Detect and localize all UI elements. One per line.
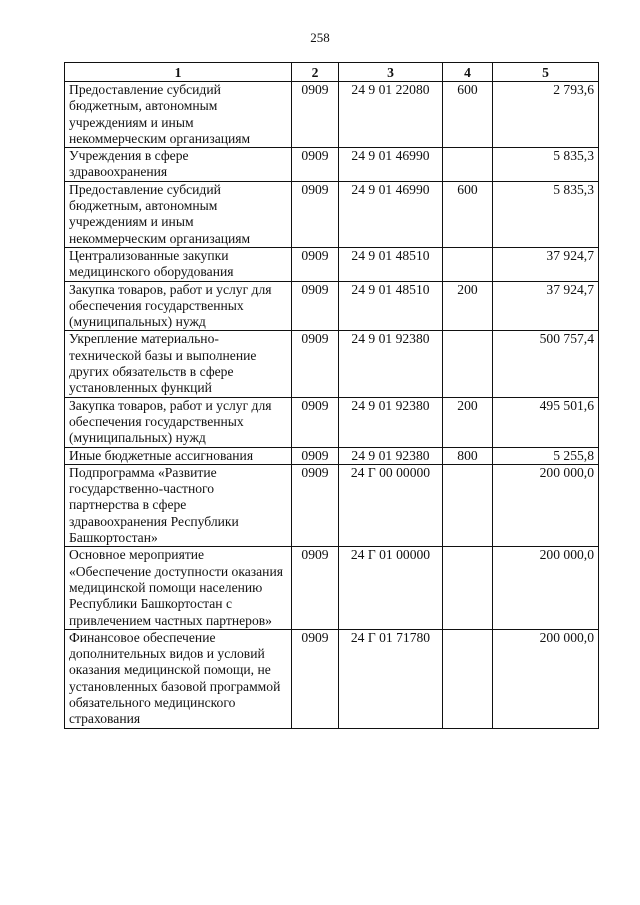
- cell-amount: 200 000,0: [493, 547, 599, 629]
- cell-expense: 800: [443, 447, 493, 464]
- cell-amount: 500 757,4: [493, 331, 599, 397]
- cell-section: 0909: [292, 547, 339, 629]
- cell-section: 0909: [292, 82, 339, 148]
- cell-code: 24 9 01 46990: [339, 148, 443, 182]
- table-row: [65, 397, 599, 447]
- cell-name: Централизованные закупки медицинского оборудования: [65, 247, 292, 281]
- cell-expense: 600: [443, 181, 493, 247]
- cell-code: 24 9 01 92380: [339, 397, 443, 447]
- cell-expense: 600: [443, 82, 493, 148]
- table-row: [65, 464, 599, 546]
- cell-code: 24 Г 00 00000: [339, 464, 443, 546]
- cell-section: 0909: [292, 281, 339, 331]
- budget-table: [64, 62, 599, 729]
- cell-amount: 37 924,7: [493, 247, 599, 281]
- cell-expense: [443, 331, 493, 397]
- cell-section: 0909: [292, 331, 339, 397]
- cell-expense: 200: [443, 397, 493, 447]
- table-row: [65, 281, 599, 331]
- header-cell-section: 2: [292, 63, 339, 82]
- cell-amount: 5 255,8: [493, 447, 599, 464]
- cell-expense: [443, 629, 493, 728]
- cell-code: 24 9 01 46990: [339, 181, 443, 247]
- cell-name: Подпрограмма «Развитие государственно-частного партнерства в сфере здравоохранения Республики Башкортостан»: [65, 464, 292, 546]
- page-number: 258: [310, 30, 330, 45]
- cell-amount: 200 000,0: [493, 629, 599, 728]
- cell-code: 24 9 01 92380: [339, 331, 443, 397]
- header-cell-name: 1: [65, 63, 292, 82]
- cell-expense: [443, 547, 493, 629]
- cell-section: 0909: [292, 397, 339, 447]
- table-row: [65, 82, 599, 148]
- table-body: [65, 82, 599, 729]
- cell-code: 24 9 01 48510: [339, 247, 443, 281]
- cell-section: 0909: [292, 247, 339, 281]
- cell-amount: 37 924,7: [493, 281, 599, 331]
- cell-name: Финансовое обеспечение дополнительных видов и условий оказания медицинской помощи, не установленных базовой программой обязательного медицинского страхования: [65, 629, 292, 728]
- cell-section: 0909: [292, 181, 339, 247]
- cell-name: Основное мероприятие «Обеспечение доступности оказания медицинской помощи населению Республики Башкортостан с привлечением частных партнеров»: [65, 547, 292, 629]
- header-cell-expense: 4: [443, 63, 493, 82]
- header-cell-amount: 5: [493, 63, 599, 82]
- table-row: [65, 547, 599, 629]
- cell-code: 24 9 01 48510: [339, 281, 443, 331]
- header-cell-code: 3: [339, 63, 443, 82]
- header-row: [65, 63, 599, 82]
- cell-code: 24 9 01 22080: [339, 82, 443, 148]
- cell-section: 0909: [292, 148, 339, 182]
- cell-section: 0909: [292, 447, 339, 464]
- cell-name: Иные бюджетные ассигнования: [65, 447, 292, 464]
- cell-expense: [443, 464, 493, 546]
- table-row: [65, 629, 599, 728]
- cell-expense: [443, 148, 493, 182]
- cell-amount: 495 501,6: [493, 397, 599, 447]
- cell-code: 24 Г 01 00000: [339, 547, 443, 629]
- table-row: [65, 247, 599, 281]
- cell-code: 24 9 01 92380: [339, 447, 443, 464]
- cell-amount: 5 835,3: [493, 148, 599, 182]
- cell-name: Предоставление субсидий бюджетным, автономным учреждениям и иным некоммерческим организациям: [65, 181, 292, 247]
- cell-name: Закупка товаров, работ и услуг для обеспечения государственных (муниципальных) нужд: [65, 281, 292, 331]
- cell-section: 0909: [292, 464, 339, 546]
- cell-amount: 200 000,0: [493, 464, 599, 546]
- cell-expense: [443, 247, 493, 281]
- cell-expense: 200: [443, 281, 493, 331]
- cell-section: 0909: [292, 629, 339, 728]
- cell-name: Предоставление субсидий бюджетным, автономным учреждениям и иным некоммерческим организациям: [65, 82, 292, 148]
- table-row: [65, 181, 599, 247]
- cell-name: Учреждения в сфере здравоохранения: [65, 148, 292, 182]
- table-row: [65, 447, 599, 464]
- table-row: [65, 331, 599, 397]
- cell-amount: 2 793,6: [493, 82, 599, 148]
- cell-amount: 5 835,3: [493, 181, 599, 247]
- cell-name: Закупка товаров, работ и услуг для обеспечения государственных (муниципальных) нужд: [65, 397, 292, 447]
- cell-name: Укрепление материально-технической базы и выполнение других обязательств в сфере установленных функций: [65, 331, 292, 397]
- table-row: [65, 148, 599, 182]
- cell-code: 24 Г 01 71780: [339, 629, 443, 728]
